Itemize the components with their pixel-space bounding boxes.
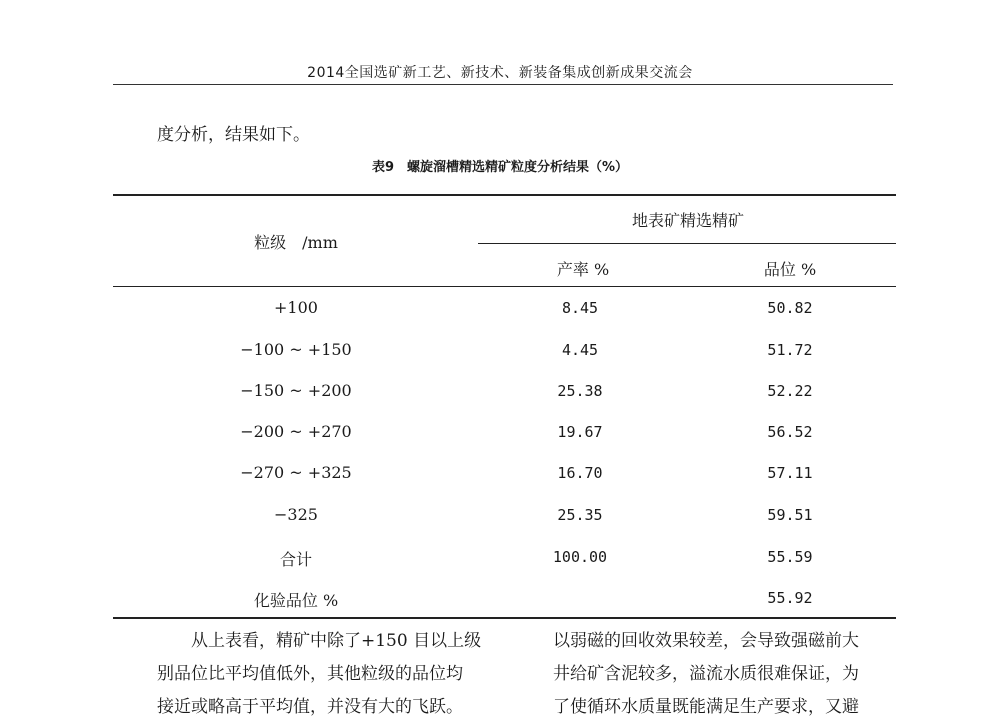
row-yield: 19.67 — [557, 423, 603, 441]
header-rule — [113, 84, 893, 85]
row-yield-total: 100.00 — [552, 548, 608, 566]
right-paragraph — [553, 625, 898, 724]
paragraph-line: 接近或略高于平均值，并没有大的飞跃。 — [157, 697, 463, 717]
row-size-total: 合计 — [279, 550, 313, 569]
paragraph-line: 从上表看，精矿中除了+150 目以上级 — [191, 631, 482, 651]
left-paragraph — [157, 625, 497, 724]
paragraph-line: 以弱磁的回收效果较差，会导致强磁前大 — [553, 631, 859, 651]
table-bottom-rule — [113, 617, 896, 619]
row-grade-total: 55.59 — [767, 548, 813, 566]
paragraph-line: 了使循环水质量既能满足生产要求，又避 — [553, 697, 859, 717]
row-grade-assay: 55.92 — [767, 589, 813, 607]
row-size: −150 ~ +200 — [240, 381, 352, 400]
col-header-size: 粒级 /mm — [254, 233, 338, 252]
col-header-yield: 产率 % — [556, 260, 610, 279]
group-header: 地表矿精选精矿 — [631, 211, 745, 230]
row-yield: 4.45 — [561, 341, 599, 359]
table-header-rule — [113, 286, 896, 287]
row-yield: 25.35 — [557, 506, 603, 524]
row-size: −100 ~ +150 — [240, 340, 352, 359]
table-group-rule — [478, 243, 896, 244]
row-grade: 56.52 — [767, 423, 813, 441]
row-grade: 52.22 — [767, 382, 813, 400]
paragraph-line: 别品位比平均值低外，其他粒级的品位均 — [157, 664, 463, 684]
row-grade: 57.11 — [767, 464, 813, 482]
row-size-assay: 化验品位 % — [253, 591, 339, 610]
row-size: −270 ~ +325 — [240, 463, 352, 482]
table-top-rule — [113, 194, 896, 196]
row-yield: 25.38 — [557, 382, 603, 400]
col-header-grade: 品位 % — [763, 260, 817, 279]
row-size: −325 — [274, 505, 318, 524]
header-title: 2014全国选矿新工艺、新技术、新装备集成创新成果交流会 — [307, 65, 693, 81]
row-yield: 8.45 — [561, 299, 599, 317]
row-size: −200 ~ +270 — [240, 422, 352, 441]
row-size: +100 — [274, 298, 318, 317]
row-grade: 50.82 — [767, 299, 813, 317]
row-grade: 59.51 — [767, 506, 813, 524]
row-yield: 16.70 — [557, 464, 603, 482]
row-grade: 51.72 — [767, 341, 813, 359]
paragraph-line: 井给矿含泥较多，溢流水质很难保证，为 — [553, 664, 859, 684]
intro-text: 度分析，结果如下。 — [157, 125, 310, 145]
table-caption: 表9 螺旋溜槽精选精矿粒度分析结果（%） — [371, 160, 629, 175]
